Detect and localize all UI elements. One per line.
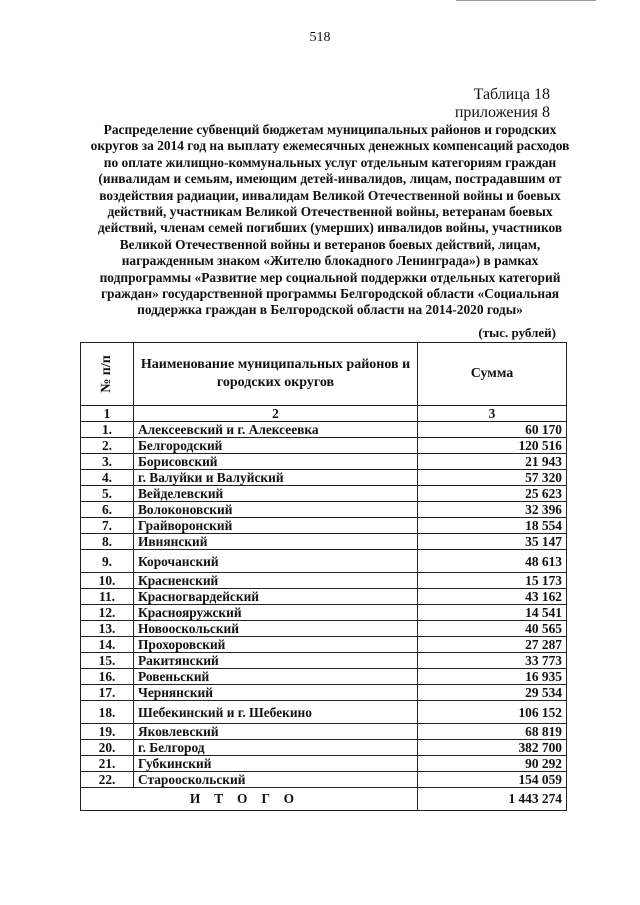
district-name: Корочанский (134, 550, 418, 573)
row-number: 14. (81, 637, 134, 653)
row-sum: 25 623 (418, 486, 567, 502)
table-row (81, 589, 567, 605)
table-row (81, 772, 567, 788)
district-name: Ракитянский (134, 653, 418, 669)
table-row (81, 422, 567, 438)
row-sum: 29 534 (418, 685, 567, 701)
district-name: Белгородский (134, 438, 418, 454)
row-sum: 382 700 (418, 740, 567, 756)
row-number: 4. (81, 470, 134, 486)
table-row (81, 621, 567, 637)
district-name: г. Валуйки и Валуйский (134, 470, 418, 486)
row-number: 16. (81, 669, 134, 685)
table-row (81, 653, 567, 669)
header-row (81, 343, 567, 406)
row-sum: 14 541 (418, 605, 567, 621)
row-number: 15. (81, 653, 134, 669)
row-sum: 48 613 (418, 550, 567, 573)
district-name: Губкинский (134, 756, 418, 772)
table-row (81, 573, 567, 589)
row-number: 12. (81, 605, 134, 621)
district-name: г. Белгород (134, 740, 418, 756)
table-row (81, 637, 567, 653)
row-sum: 57 320 (418, 470, 567, 486)
row-sum: 33 773 (418, 653, 567, 669)
district-name: Старооскольский (134, 772, 418, 788)
row-number: 7. (81, 518, 134, 534)
district-name: Ровеньский (134, 669, 418, 685)
district-name: Яковлевский (134, 724, 418, 740)
table-row (81, 669, 567, 685)
row-sum: 90 292 (418, 756, 567, 772)
district-name: Новооскольский (134, 621, 418, 637)
table-row (81, 740, 567, 756)
table-row (81, 701, 567, 724)
row-sum: 18 554 (418, 518, 567, 534)
row-number: 20. (81, 740, 134, 756)
header-name: Наименование муниципальных районов и городских округов (134, 343, 418, 406)
scan-mark (456, 0, 596, 1)
row-number: 6. (81, 502, 134, 518)
header-sum: Сумма (418, 343, 567, 406)
district-name: Грайворонский (134, 518, 418, 534)
district-name: Ивнянский (134, 534, 418, 550)
page-number: 518 (309, 30, 331, 45)
table-row (81, 550, 567, 573)
table-row (81, 756, 567, 772)
row-sum: 43 162 (418, 589, 567, 605)
units-label: (тыс. рублей) (478, 325, 556, 340)
row-number: 3. (81, 454, 134, 470)
column-number-row (81, 406, 567, 422)
total-label: ИТОГО (81, 788, 418, 811)
total-sum: 1 443 274 (418, 788, 567, 811)
row-number: 8. (81, 534, 134, 550)
table-row (81, 470, 567, 486)
row-sum: 16 935 (418, 669, 567, 685)
district-name: Вейделевский (134, 486, 418, 502)
row-number: 17. (81, 685, 134, 701)
district-name: Шебекинский и г. Шебекино (134, 701, 418, 724)
col-number-2: 2 (134, 406, 418, 422)
row-number: 13. (81, 621, 134, 637)
col-number-1: 1 (81, 406, 134, 422)
row-sum: 40 565 (418, 621, 567, 637)
row-number: 21. (81, 756, 134, 772)
table-row (81, 518, 567, 534)
total-row (81, 788, 567, 811)
district-name: Красногвардейский (134, 589, 418, 605)
row-sum: 68 819 (418, 724, 567, 740)
row-sum: 154 059 (418, 772, 567, 788)
header-number: № п/п (81, 343, 134, 406)
table-row (81, 454, 567, 470)
district-name: Чернянский (134, 685, 418, 701)
row-number: 1. (81, 422, 134, 438)
table-row (81, 486, 567, 502)
district-name: Алексеевский и г. Алексеевка (134, 422, 418, 438)
row-sum: 35 147 (418, 534, 567, 550)
row-number: 5. (81, 486, 134, 502)
row-sum: 60 170 (418, 422, 567, 438)
row-number: 18. (81, 701, 134, 724)
row-sum: 106 152 (418, 701, 567, 724)
row-number: 19. (81, 724, 134, 740)
table-row (81, 438, 567, 454)
row-number: 11. (81, 589, 134, 605)
row-number: 10. (81, 573, 134, 589)
table-ref-line2: приложения 8 (454, 104, 550, 121)
district-name: Волоконовский (134, 502, 418, 518)
district-name: Краснояружский (134, 605, 418, 621)
distribution-table (80, 342, 567, 811)
row-number: 22. (81, 772, 134, 788)
table-reference (455, 86, 550, 122)
row-number: 2. (81, 438, 134, 454)
row-sum: 32 396 (418, 502, 567, 518)
table-row (81, 534, 567, 550)
district-name: Борисовский (134, 454, 418, 470)
table-row (81, 605, 567, 621)
district-name: Прохоровский (134, 637, 418, 653)
row-sum: 120 516 (418, 438, 567, 454)
row-sum: 27 287 (418, 637, 567, 653)
document-title: Распределение субвенций бюджетам муниципальных районов и городских округов за 2014 год на выплату ежемесячных денежных компенсаций расходов по оплате жилищно-коммунальных услуг отдельным категориям граждан (инвалидам и семьям, имеющим детей-инвалидов, лицам, пострадавшим от воздействия радиации, инвалидам Великой Отечественной войны и боевых действий, участникам Великой Отечественной войны, ветеранам боевых действий, членам семей погибших (умерших) инвалидов войны, участников Великой Отечественной войны и ветеранов боевых действий, лицам, награжденным знаком «Жителю блокадного Ленинграда») в рамках подпрограммы «Развитие мер социальной поддержки отдельных категорий граждан» государственной программы Белгородской области «Социальная поддержка граждан в Белгородской области на 2014-2020 годы» (90, 122, 570, 318)
district-name: Красненский (134, 573, 418, 589)
table-ref-line1: Таблица 18 (473, 86, 550, 103)
row-sum: 15 173 (418, 573, 567, 589)
table-row (81, 502, 567, 518)
table-row (81, 724, 567, 740)
table-row (81, 685, 567, 701)
col-number-3: 3 (418, 406, 567, 422)
row-sum: 21 943 (418, 454, 567, 470)
row-number: 9. (81, 550, 134, 573)
